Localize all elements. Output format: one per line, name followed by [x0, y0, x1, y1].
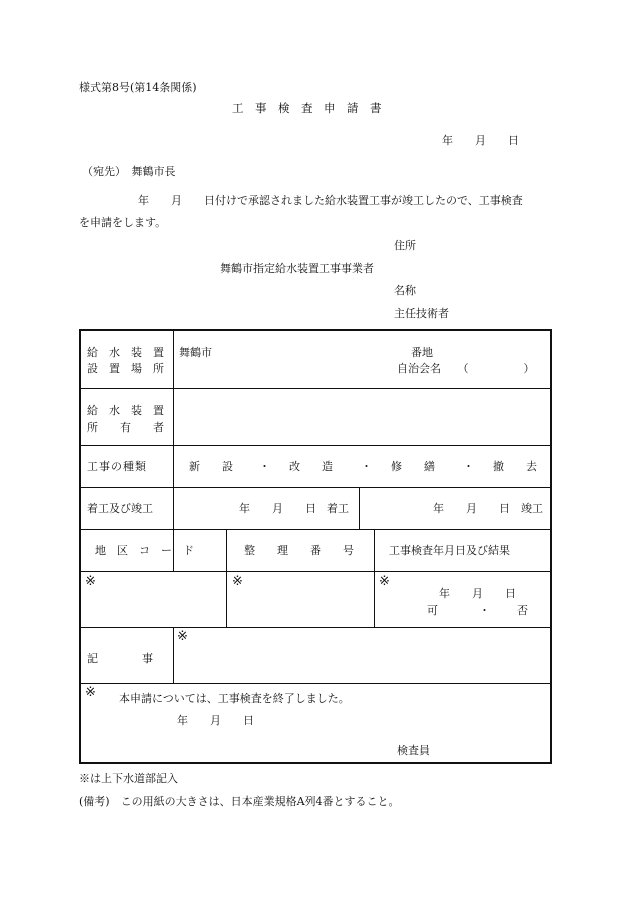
- form-number: 様式第8号(第14条関係): [79, 81, 197, 94]
- lot-number-label: 番地: [411, 346, 433, 359]
- location-label-1: 給 水 装 置: [87, 346, 164, 359]
- mark-completion: ※: [85, 685, 96, 700]
- work-type-remove: 撤 去: [493, 460, 537, 473]
- remarks-label: 記 事: [87, 652, 153, 665]
- district-code-label: 地 区 コ ー ド: [95, 544, 194, 557]
- body-text-line2: を申請をします。: [79, 216, 167, 229]
- reference-number-label: 整 理 番 号: [244, 544, 354, 557]
- addressee: （宛先） 舞鶴市長: [82, 165, 176, 178]
- owner-label-1: 給 水 装 置: [87, 404, 164, 417]
- work-type-dot-2: ・: [361, 460, 372, 473]
- fail-label: 否: [517, 604, 528, 617]
- mark-inspection: ※: [379, 574, 390, 589]
- engineer-label: 主任技術者: [394, 307, 449, 320]
- footer-remarks: (備考) この用紙の大きさは、日本産業規格A列4番とすること。: [79, 795, 400, 808]
- inspector-label: 検査員: [397, 744, 430, 757]
- start-date: 年 月 日 着工: [239, 502, 349, 515]
- mark-reference: ※: [232, 574, 243, 589]
- completion-date: 年 月 日: [177, 714, 254, 727]
- work-type-modify: 改 造: [289, 460, 333, 473]
- work-type-dot-3: ・: [463, 460, 474, 473]
- period-label: 着工及び竣工: [87, 502, 153, 515]
- work-type-dot-1: ・: [259, 460, 270, 473]
- completion-text: 本申請については、工事検査を終了しました。: [119, 692, 350, 705]
- city-name: 舞鶴市: [179, 346, 212, 359]
- document-title: 工 事 検 査 申 請 書: [232, 101, 382, 115]
- footer-note: ※は上下水道部記入: [79, 772, 178, 785]
- mark-district: ※: [85, 574, 96, 589]
- date-line: 年 月 日: [442, 134, 519, 147]
- work-type-label: 工事の種類: [87, 460, 147, 473]
- address-label: 住所: [394, 239, 416, 252]
- location-label-2: 設 置 場 所: [87, 362, 164, 375]
- inspection-result-label: 工事検査年月日及び結果: [389, 544, 510, 557]
- end-date: 年 月 日 竣工: [433, 502, 543, 515]
- work-type-repair: 修 繕: [391, 460, 435, 473]
- pass-fail-dot: ・: [479, 604, 490, 617]
- inspection-form-table: [79, 329, 552, 764]
- name-label: 名称: [394, 284, 416, 297]
- neighborhood-label: 自治会名 （ ）: [397, 362, 535, 375]
- inspection-date: 年 月 日: [439, 587, 516, 600]
- work-type-new: 新 設: [189, 460, 233, 473]
- body-text-line1: 年 月 日付けで承認されました給水装置工事が竣工したので、工事検査: [138, 194, 523, 207]
- pass-label: 可: [427, 604, 438, 617]
- owner-label-2: 所 有 者: [87, 421, 164, 434]
- mark-remarks: ※: [177, 629, 188, 644]
- company-type: 舞鶴市指定給水装置工事事業者: [220, 262, 374, 275]
